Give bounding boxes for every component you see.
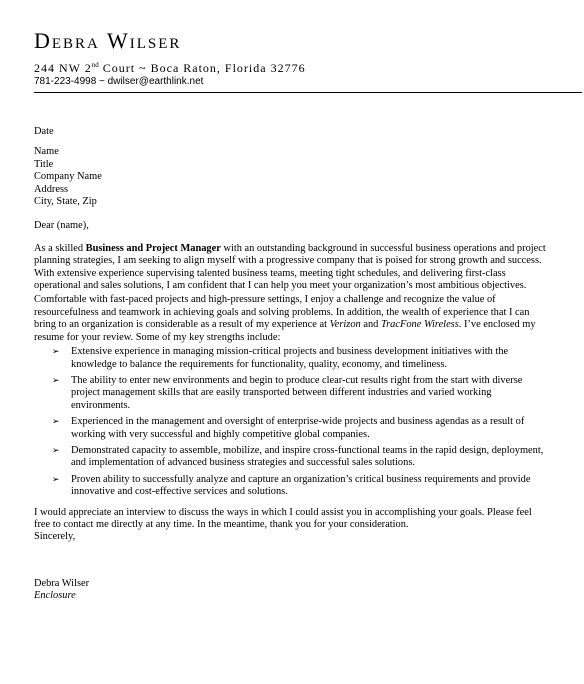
address-city: Court ~ Boca Raton, Florida 32776 (98, 61, 306, 75)
recipient-block (34, 146, 584, 208)
arrow-bullet-icon: ➢ (52, 445, 60, 456)
list-item (34, 445, 549, 470)
recipient-city: City, State, Zip (34, 196, 97, 208)
strength-text: Demonstrated capacity to assemble, mobilize, and inspire cross-functional teams in the rapid design, deployment, and implementation of advanced business strategies and successful sales solutions. (71, 444, 544, 469)
list-item (34, 375, 549, 412)
para1-bold-title: Business and Project Manager (85, 242, 221, 254)
address-street: 244 NW 2 (34, 61, 92, 75)
company-tracfone: TracFone Wireless (380, 319, 459, 331)
list-item (34, 416, 549, 441)
arrow-bullet-icon: ➢ (52, 347, 60, 358)
recipient-company: Company Name (34, 171, 102, 183)
closing-paragraph: I would appreciate an interview to discuss the ways in which I could assist you in accomplishing your goals. Please feel free to contact me directly at any time. In the meantime, thank you for your consideration. (34, 506, 532, 530)
para2-text-mid: and (360, 319, 381, 331)
enclosure-note: Enclosure (34, 590, 76, 602)
header-rule (34, 92, 582, 93)
date-line: Date (34, 126, 54, 137)
list-item (34, 474, 549, 499)
strength-text: Extensive experience in managing mission-critical projects and business development initiatives with the knowledge to balance the requirements for functionality, quality, economy, and timeliness. (71, 346, 509, 370)
recipient-address: Address (34, 183, 69, 195)
letter-body (34, 126, 584, 603)
arrow-bullet-icon: ➢ (52, 474, 60, 485)
strength-text: Experienced in the management and oversight of enterprise-wide projects and business agendas as a result of working with very successful and highly competitive global companies. (71, 416, 525, 440)
sender-address (34, 58, 584, 75)
salutation: Dear (name), (34, 220, 89, 232)
sender-name: Debra Wilser (34, 28, 182, 53)
address-ordinal: nd (91, 61, 99, 69)
para1-text-start: As a skilled (34, 242, 86, 254)
company-verizon: Verizon (329, 319, 361, 331)
arrow-bullet-icon: ➢ (52, 375, 60, 386)
strength-text: The ability to enter new environments and begin to produce clear-cut results right from the start with diverse project management skills that are easily transported between different industries and varied working environments. (71, 374, 523, 411)
list-item (34, 346, 549, 371)
recipient-name: Name (34, 146, 59, 158)
paragraph-experience (34, 294, 549, 344)
para1-text-end: with an outstanding background in successful business operations and project planning strategies, I am seeking to align myself with a progressive company that is poised for strong growth and success. With extensive experience supervising talented business teams, meeting tight schedules, and delivering first-class operational and sales solutions, I am confident that I can help you meet your organization’s most ambitious objectives. (34, 242, 546, 292)
signature-name: Debra Wilser (34, 577, 90, 589)
sender-contact: 781-223-4998 ~ dwilser@earthlink.net (34, 76, 204, 87)
para2-text-start: Comfortable with fast-paced projects and high-pressure settings, I enjoy a challenge and recognize the value of resourcefulness and teamwork in achieving goals and solving problems. In addition, the wealth of experience that I can bring to an organization is considerable as a result of my experience at (34, 294, 530, 331)
strengths-list (34, 346, 549, 498)
recipient-title: Title (34, 158, 54, 170)
strength-text: Proven ability to successfully analyze and capture an organization’s critical business requirements and provide innovative and cost-effective services and solutions. (71, 473, 531, 498)
para2-text-end: . I’ve enclosed my resume for your review. Some of my key strengths include: (34, 319, 536, 343)
complimentary-close: Sincerely, (34, 531, 76, 543)
paragraph-intro (34, 243, 549, 293)
letterhead (34, 0, 584, 93)
arrow-bullet-icon: ➢ (52, 417, 60, 428)
